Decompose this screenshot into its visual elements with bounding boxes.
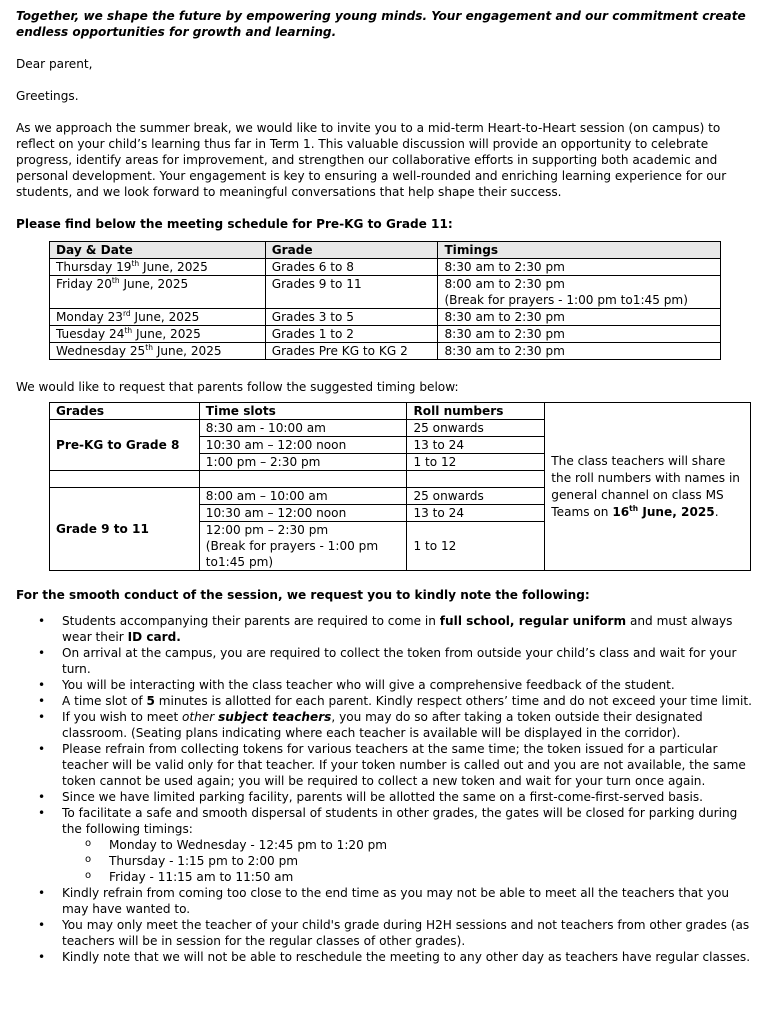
timing-cell: 8:30 am to 2:30 pm	[438, 326, 721, 343]
roll-cell: 1 to 12	[407, 454, 545, 471]
grade-group-cell: Pre-KG to Grade 8	[50, 420, 200, 471]
intro-paragraph: As we approach the summer break, we would like to invite you to a mid-term Heart-to-Heart session (on campus) to reflect on your child’s learning thus far in Term 1. This valuable discussion will provide an opportunity to celebrate progress, identify areas for improvement, and strengthen our collaborative efforts in supporting both academic and personal development. Your engagement is key to ensuring a well-rounded and enriching learning experience for our students, and we look forward to meaningful conversations that help shape their success.	[16, 121, 727, 199]
grade-cell: Grades 6 to 8	[265, 259, 438, 276]
grade-cell: Grades 9 to 11	[265, 276, 438, 309]
day-cell: Wednesday 25th June, 2025	[50, 343, 266, 360]
list-item: • On arrival at the campus, you are required to collect the token from outside your child’s class and wait for your turn.	[62, 645, 752, 677]
time-slot-cell: 10:30 am – 12:00 noon	[199, 505, 407, 522]
header-time-slots: Time slots	[199, 403, 407, 420]
list-item: • You may only meet the teacher of your child's grade during H2H sessions and not teachers from other grades (as teachers will be in session for the regular classes of other grades).	[62, 917, 752, 949]
table-row	[50, 343, 721, 360]
spacer-cell	[50, 471, 200, 488]
list-item: • You will be interacting with the class teacher who will give a comprehensive feedback of the student.	[62, 677, 752, 693]
conduct-heading: For the smooth conduct of the session, we request you to kindly note the following:	[16, 588, 590, 602]
roll-cell: 25 onwards	[407, 420, 545, 437]
day-cell: Thursday 19th June, 2025	[50, 259, 266, 276]
roll-cell: 13 to 24	[407, 505, 545, 522]
schedule-heading: Please find below the meeting schedule for Pre-KG to Grade 11:	[16, 217, 453, 231]
header-roll-numbers: Roll numbers	[407, 403, 545, 420]
list-item: • Please refrain from collecting tokens for various teachers at the same time; the token issued for a particular teacher will be valid only for that teacher. If your token number is called out and you are not available, the same token cannot be used again; you will be required to collect a new token and wait for your turn once again.	[62, 741, 752, 789]
header-grades: Grades	[50, 403, 200, 420]
sub-list-item: o Thursday - 1:15 pm to 2:00 pm	[109, 853, 752, 869]
list-item: • A time slot of 5 minutes is allotted for each parent. Kindly respect others’ time and do not exceed your time limit.	[62, 693, 752, 709]
grade-cell: Grades Pre KG to KG 2	[265, 343, 438, 360]
conduct-list	[16, 613, 752, 965]
spacer-cell	[199, 471, 407, 488]
time-slot-cell: 8:30 am - 10:00 am	[199, 420, 407, 437]
timing-cell: 8:30 am to 2:30 pm	[438, 259, 721, 276]
header-timings: Timings	[438, 242, 721, 259]
day-cell: Friday 20th June, 2025	[50, 276, 266, 309]
salutation: Dear parent,	[16, 57, 93, 71]
time-slot-cell: 12:00 pm – 2:30 pm (Break for prayers - 1:00 pm to1:45 pm)	[199, 522, 407, 571]
grade-group-cell: Grade 9 to 11	[50, 488, 200, 571]
list-item: • Students accompanying their parents are required to come in full school, regular uniform and must always wear their ID card.	[62, 613, 752, 645]
timing-heading: We would like to request that parents follow the suggested timing below:	[16, 380, 459, 394]
parking-times-list	[62, 837, 752, 885]
list-item: • Kindly note that we will not be able to reschedule the meeting to any other day as teachers have regular classes.	[62, 949, 752, 965]
schedule-table	[49, 241, 721, 360]
header-day-date: Day & Date	[50, 242, 266, 259]
table-row	[50, 326, 721, 343]
roll-cell: 25 onwards	[407, 488, 545, 505]
timing-cell: 8:00 am to 2:30 pm (Break for prayers - 1:00 pm to1:45 pm)	[438, 276, 721, 309]
list-item: • Kindly refrain from coming too close to the end time as you may not be able to meet all the teachers that you may have wanted to.	[62, 885, 752, 917]
time-slot-cell: 10:30 am – 12:00 noon	[199, 437, 407, 454]
teams-note-cell: The class teachers will share the roll numbers with names in general channel on class MS Teams on 16th June, 2025.	[545, 403, 751, 571]
timing-cell: 8:30 am to 2:30 pm	[438, 309, 721, 326]
table-row	[50, 276, 721, 309]
timing-header-row	[50, 403, 751, 420]
schedule-header-row	[50, 242, 721, 259]
spacer-cell	[407, 471, 545, 488]
day-cell: Tuesday 24th June, 2025	[50, 326, 266, 343]
sub-list-item: o Monday to Wednesday - 12:45 pm to 1:20 pm	[109, 837, 752, 853]
timing-table	[49, 402, 751, 571]
tagline: Together, we shape the future by empowering young minds. Your engagement and our commitment create endless opportunities for growth and learning.	[16, 9, 746, 39]
roll-cell: 13 to 24	[407, 437, 545, 454]
greeting: Greetings.	[16, 89, 79, 103]
grade-cell: Grades 3 to 5	[265, 309, 438, 326]
roll-cell: 1 to 12	[407, 522, 545, 571]
header-grade: Grade	[265, 242, 438, 259]
time-slot-cell: 8:00 am – 10:00 am	[199, 488, 407, 505]
letter-page	[16, 8, 752, 965]
day-cell: Monday 23rd June, 2025	[50, 309, 266, 326]
prayer-break-note: (Break for prayers - 1:00 pm to1:45 pm)	[444, 293, 688, 307]
list-item: • Since we have limited parking facility, parents will be allotted the same on a first-come-first-served basis.	[62, 789, 752, 805]
table-row	[50, 259, 721, 276]
timing-cell: 8:30 am to 2:30 pm	[438, 343, 721, 360]
list-item: • If you wish to meet other subject teachers, you may do so after taking a token outside their designated classroom. (Seating plans indicating where each teacher is available will be displayed in the corridor).	[62, 709, 752, 741]
table-row	[50, 309, 721, 326]
list-item: • To facilitate a safe and smooth dispersal of students in other grades, the gates will be closed for parking during the following timings: o Monday to Wednesday - 12:45 pm to 1:20 pm o Thursday - 1:15 pm to 2:00 pm o Friday - 11:15 am to 11:50 am	[62, 805, 752, 885]
grade-cell: Grades 1 to 2	[265, 326, 438, 343]
sub-list-item: o Friday - 11:15 am to 11:50 am	[109, 869, 752, 885]
time-slot-cell: 1:00 pm – 2:30 pm	[199, 454, 407, 471]
prayer-break-note: (Break for prayers - 1:00 pm to1:45 pm)	[205, 539, 379, 569]
